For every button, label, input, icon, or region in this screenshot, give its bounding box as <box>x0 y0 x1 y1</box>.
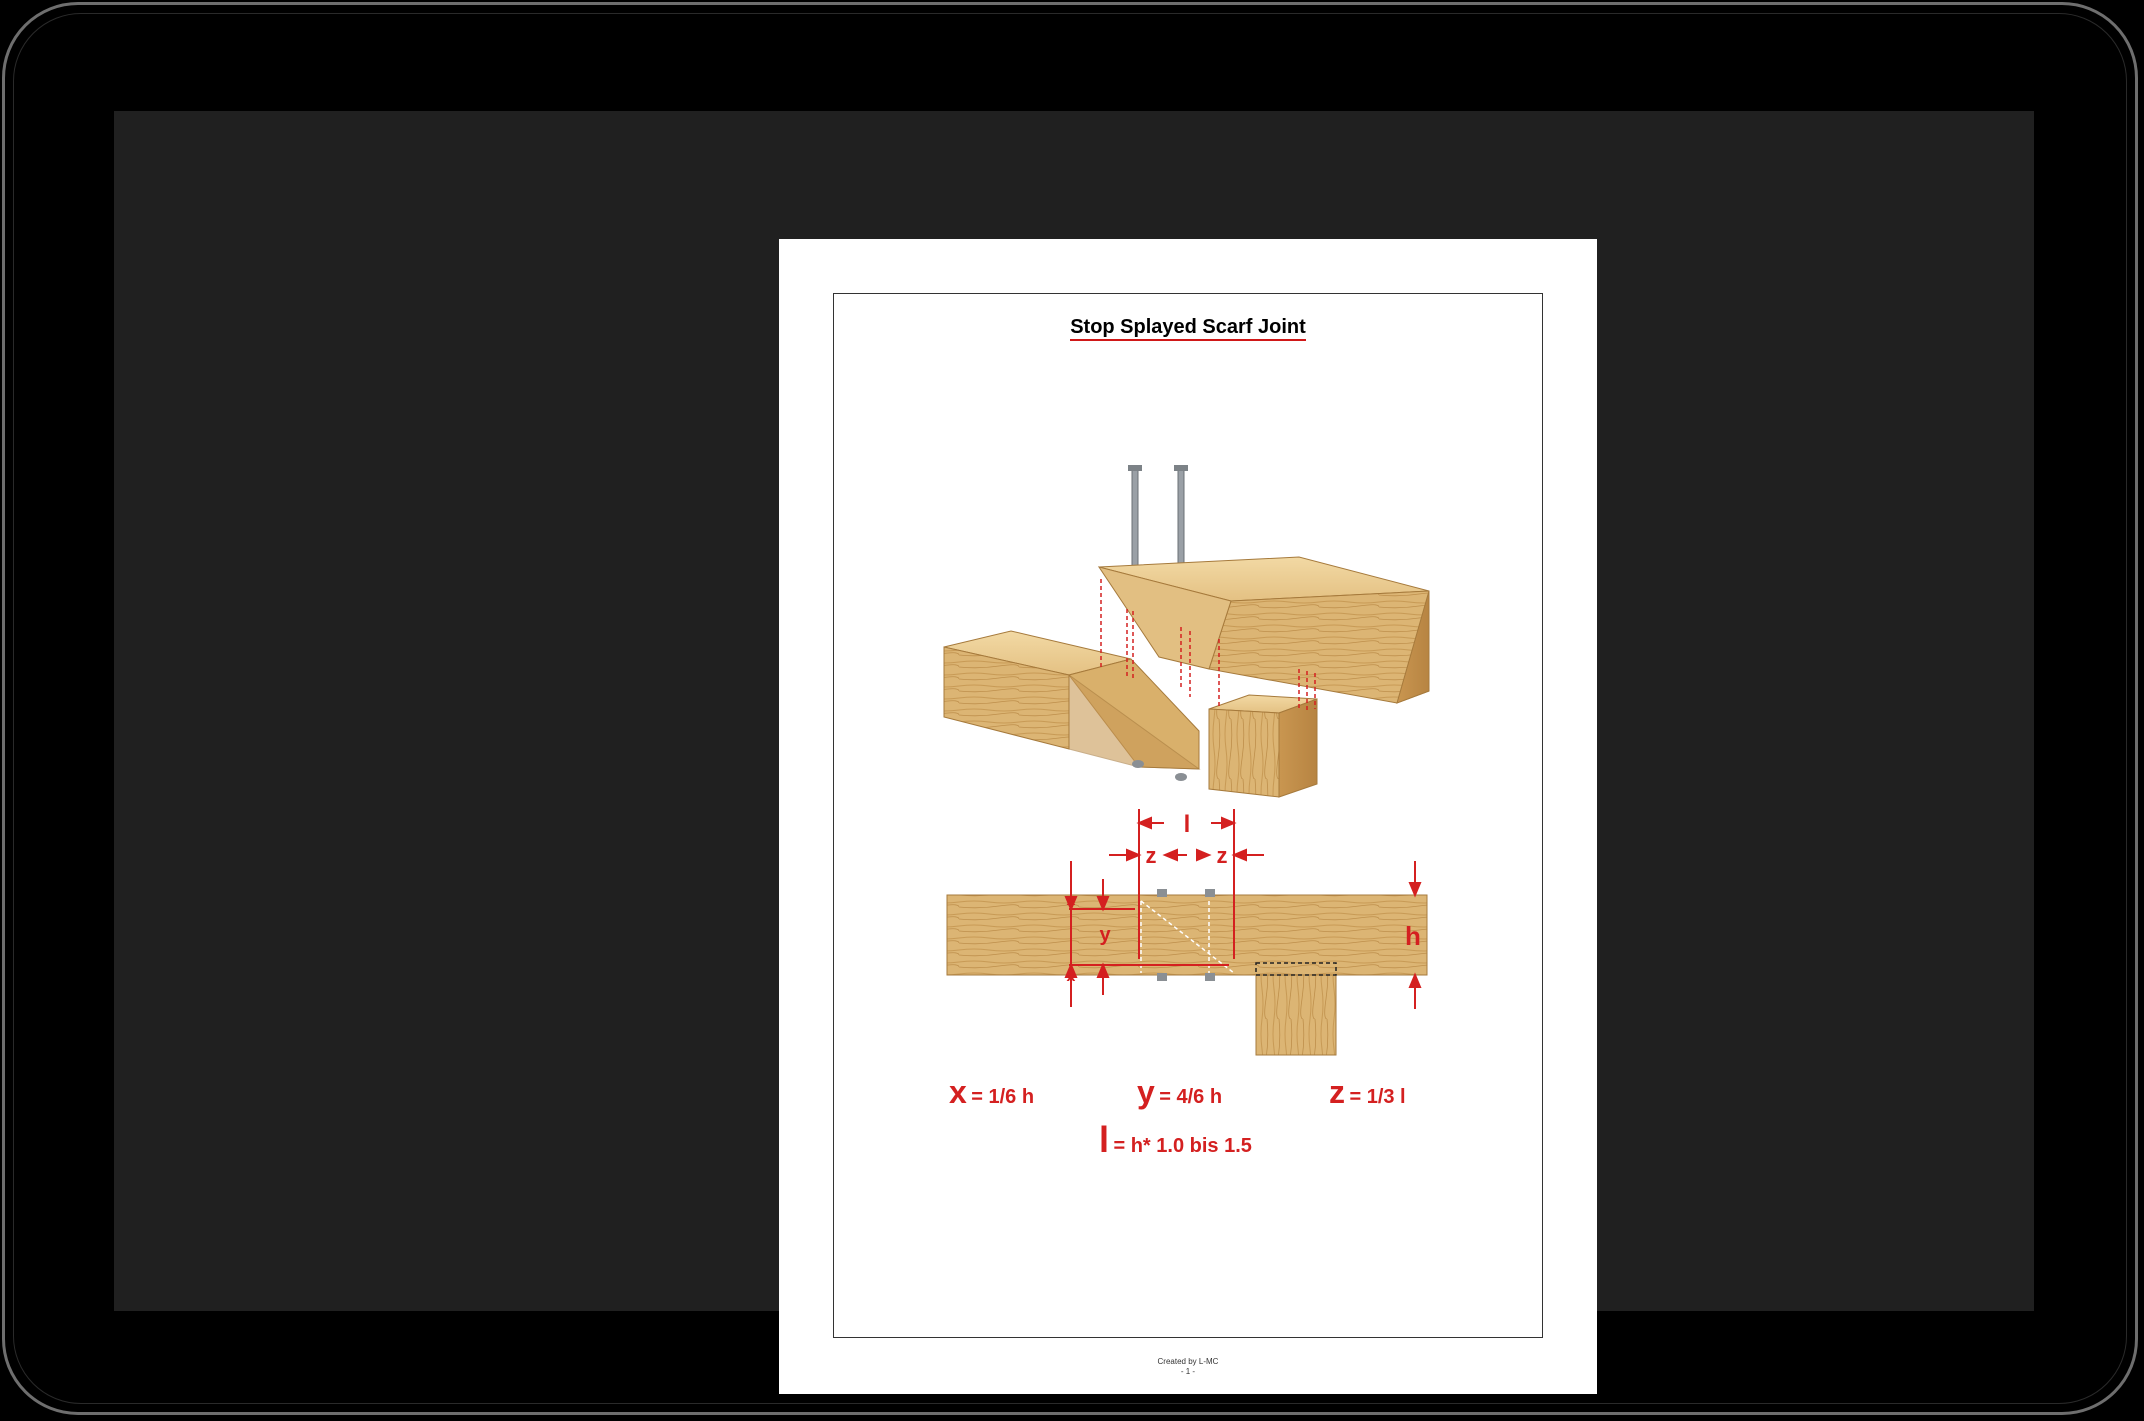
formula-l-symbol: l <box>1099 1119 1110 1160</box>
dim-label-z-left: z <box>1145 843 1157 868</box>
formula-x <box>949 1074 1034 1111</box>
side-view <box>947 809 1427 1055</box>
formula-y-expr: = 4/6 h <box>1159 1086 1223 1108</box>
nut <box>1175 773 1187 781</box>
formula-z-symbol: z <box>1329 1074 1345 1110</box>
isometric-view <box>944 465 1429 797</box>
dim-label-y: y <box>1099 924 1111 946</box>
formula-z <box>1329 1074 1406 1111</box>
formula-z-expr: = 1/3 l <box>1349 1086 1406 1108</box>
formula-x-symbol: x <box>949 1074 967 1110</box>
page-footer <box>779 1357 1597 1377</box>
scarf-joint-drawing <box>779 239 1597 1394</box>
dim-label-x-top: x <box>1066 892 1076 909</box>
formula-x-expr: = 1/6 h <box>971 1086 1035 1108</box>
page-title-text: Stop Splayed Scarf Joint <box>1070 316 1306 341</box>
nut <box>1132 760 1144 768</box>
formula-l-expr: = h* 1.0 bis 1.5 <box>1113 1135 1252 1157</box>
formula-l <box>1099 1119 1252 1161</box>
post <box>1209 695 1317 797</box>
dim-label-z-right: z <box>1216 843 1228 868</box>
beam-side <box>947 895 1427 975</box>
footer-credit: Created by L-MC <box>1157 1357 1219 1366</box>
formula-y-symbol: y <box>1137 1074 1155 1110</box>
post-side <box>1256 975 1336 1055</box>
dim-label-x-bottom: x <box>1066 968 1076 985</box>
footer-page-number: - 1 - <box>1180 1367 1196 1376</box>
document-page[interactable] <box>779 239 1597 1394</box>
document-viewer[interactable] <box>114 111 2034 1376</box>
dim-label-h: h <box>1405 921 1421 951</box>
formula-y <box>1137 1074 1222 1111</box>
dim-label-l: l <box>1183 811 1191 838</box>
